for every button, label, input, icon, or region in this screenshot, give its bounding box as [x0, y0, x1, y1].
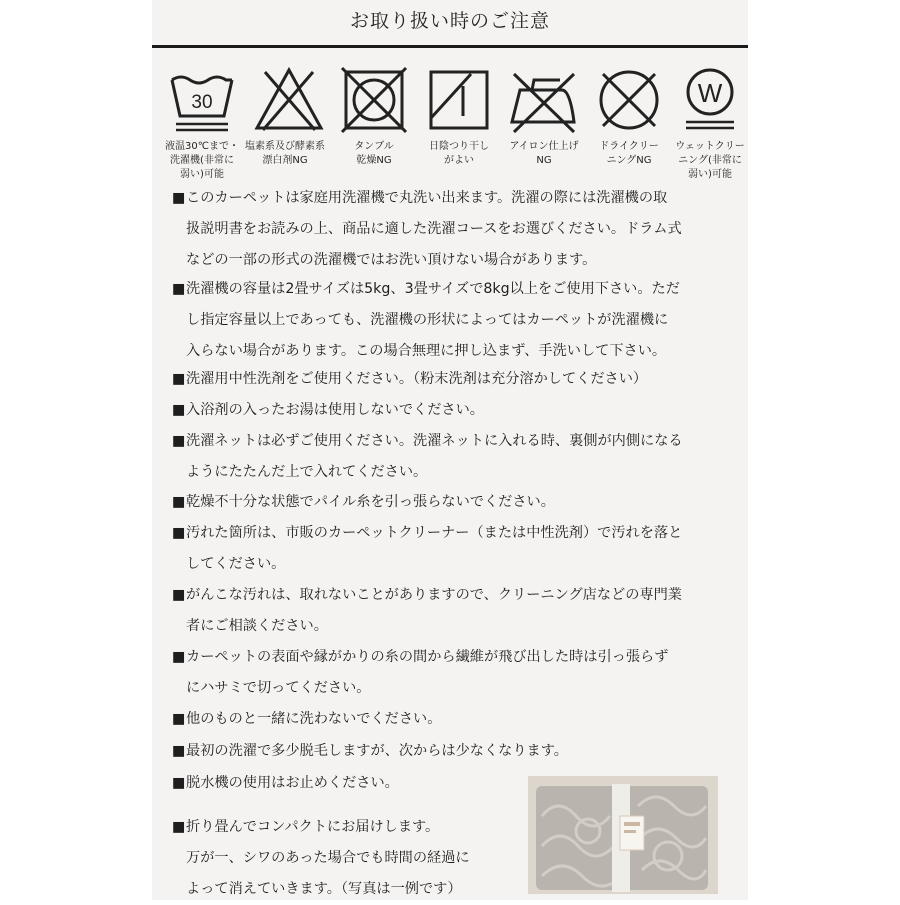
- bullet-icon: ■: [172, 819, 186, 835]
- no-bleach-label: 塩素系及び酵素系 漂白剤NG: [245, 141, 325, 166]
- note-text: がんこな汚れは、取れないことがありますので、クリーニング店などの専門業: [186, 587, 682, 603]
- note-text: 者にご相談ください。: [186, 618, 328, 634]
- note-text: し指定容量以上であっても、洗濯機の形状によってはカーペットが洗濯機に: [186, 312, 669, 328]
- note-text: 脱水機の使用はお止めください。: [186, 775, 399, 791]
- note-text: このカーペットは家庭用洗濯機で丸洗い出来ます。洗濯の際には洗濯機の取: [186, 190, 668, 206]
- note-text: 折り畳んでコンパクトにお届けします。: [186, 819, 440, 835]
- care-note: [172, 704, 732, 735]
- note-text: などの一部の形式の洗濯機ではお洗い頂けない場合があります。: [186, 252, 597, 268]
- note-text: してください。: [186, 556, 286, 572]
- bullet-icon: ■: [172, 281, 186, 297]
- note-text: 洗濯ネットは必ずご使用ください。洗濯ネットに入れる時、裏側が内側になる: [186, 433, 683, 449]
- bullet-icon: ■: [172, 433, 186, 449]
- no-tumble-dry-icon: [338, 66, 410, 134]
- bullet-icon: ■: [172, 711, 186, 727]
- wet-clean-icon: [674, 66, 746, 134]
- page-title: お取り扱い時のご注意: [349, 10, 550, 32]
- care-note: [172, 642, 732, 704]
- shade-line-dry-label: 日陰つり干し がよい: [429, 141, 489, 166]
- bullet-icon: ■: [172, 494, 186, 510]
- note-text: 入浴剤の入ったお湯は使用しないでください。: [186, 402, 484, 418]
- note-text: にハサミで切ってください。: [186, 680, 371, 696]
- note-text: 万が一、シワのあった場合でも時間の経過に: [186, 850, 470, 866]
- care-note: [172, 364, 732, 395]
- bullet-icon: ■: [172, 743, 186, 759]
- care-note: [172, 183, 732, 276]
- no-dry-clean-icon: [593, 66, 665, 134]
- bullet-icon: ■: [172, 402, 186, 418]
- wet-clean-label: ウェットクリー ニング(非常に 弱い)可能: [675, 141, 745, 180]
- bullet-icon: ■: [172, 525, 186, 541]
- bullet-icon: ■: [172, 587, 186, 603]
- bullet-icon: ■: [172, 649, 186, 665]
- note-text: 扱説明書をお読みの上、商品に適した洗濯コースをお選びください。ドラム式: [186, 221, 682, 237]
- care-note: [172, 580, 732, 642]
- care-note: [172, 736, 732, 767]
- care-note: [172, 274, 732, 367]
- bullet-icon: ■: [172, 775, 186, 791]
- note-text: 他のものと一緒に洗わないでください。: [186, 711, 442, 727]
- no-tumble-dry-label: タンブル 乾燥NG: [354, 141, 394, 166]
- care-note: [172, 395, 732, 426]
- note-text: 最初の洗濯で多少脱毛しますが、次からは少なくなります。: [186, 743, 568, 759]
- care-note: [172, 518, 732, 580]
- folded-carpet-photo: [528, 776, 718, 894]
- care-note: [172, 487, 732, 518]
- wash-30-icon: [166, 66, 238, 134]
- note-text: 洗濯用中性洗剤をご使用ください。（粉末洗剤は充分溶かしてください）: [186, 371, 648, 387]
- care-note: [172, 426, 732, 488]
- wash-30-label: 液温30℃まで・ 洗濯機(非常に 弱い)可能: [165, 141, 239, 180]
- note-text: よって消えていきます。（写真は一例です）: [186, 881, 462, 897]
- no-iron-label: アイロン仕上げ NG: [509, 141, 579, 166]
- bullet-icon: ■: [172, 371, 186, 387]
- note-text: 入らない場合があります。この場合無理に押し込まず、手洗いして下さい。: [186, 343, 667, 359]
- no-iron-icon: [508, 66, 580, 134]
- note-text: 乾燥不十分な状態でパイル糸を引っ張らないでください。: [186, 494, 555, 510]
- no-dry-clean-label: ドライクリー ニングNG: [599, 141, 659, 166]
- note-text: 洗濯機の容量は2畳サイズは5kg、3畳サイズで8kg以上をご使用下さい。ただ: [186, 281, 680, 297]
- note-text: 汚れた箇所は、市販のカーペットクリーナー（または中性洗剤）で汚れを落と: [186, 525, 683, 541]
- note-text: カーペットの表面や縁がかりの糸の間から繊維が飛び出した時は引っ張らず: [186, 649, 669, 665]
- shade-line-dry-icon: [423, 66, 495, 134]
- wash-temp-text: 30: [191, 92, 213, 113]
- note-text: ようにたたんだ上で入れてください。: [186, 464, 428, 480]
- wet-clean-letter: W: [697, 78, 723, 108]
- bullet-icon: ■: [172, 190, 186, 206]
- title-divider: [152, 45, 748, 48]
- no-bleach-icon: [253, 66, 325, 134]
